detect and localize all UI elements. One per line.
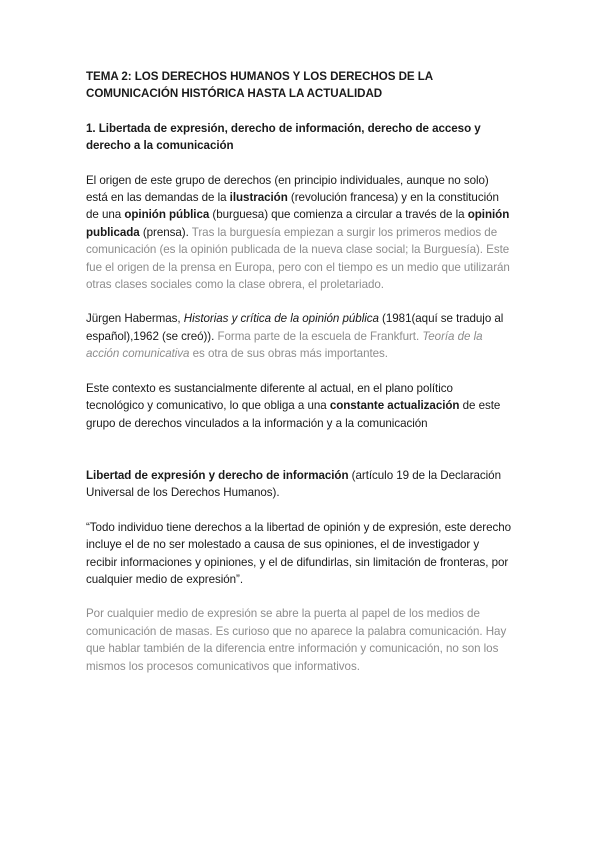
paragraph-habermas <box>86 310 513 362</box>
section-heading: 1. Libertada de expresión, derecho de información, derecho de acceso y derecho a la comunicación <box>86 121 481 153</box>
bold-term: constante actualización <box>329 399 460 413</box>
bold-term: opinión pública <box>124 208 210 222</box>
text-run: Este contexto es sustancialmente diferente al actual, en el plano político tecnológico y comunicativo, lo que obliga a una <box>86 381 453 413</box>
paragraph-origin <box>86 172 513 294</box>
note-paragraph: Por cualquier medio de expresión se abre la puerta al papel de los medios de comunicación de masas. Es curioso que no aparece la palabra comunicación. Hay que hablar también de la diferencia entre información y comunicación, no son los mismos los procesos comunicativos que informativos. <box>86 607 507 673</box>
bold-term: Libertad de expresión y derecho de información <box>86 468 349 482</box>
bold-term: ilustración <box>229 191 288 205</box>
gray-note: es otra de sus obras más importantes. <box>189 347 388 361</box>
bold-term: opinión publicada <box>86 208 510 239</box>
gray-note: Tras la burguesía empiezan a surgir los primeros medios de comunicación (es la opinión publicada de la nueva clase social; la Burguesía). Este fue el origen de la prensa en Europa, pero con el tiempo es un medio que utilizarán otras clases sociales como la clase obrera, el proletariado. <box>86 225 510 292</box>
paragraph-article19 <box>86 467 513 502</box>
gray-note: Forma parte de la escuela de Frankfurt. <box>214 329 423 343</box>
text-run: El origen de este grupo de derechos (en principio individuales, aunque no solo) está en las demandas de la <box>86 173 489 205</box>
text-run: (prensa). <box>139 225 189 239</box>
text-run: Jürgen Habermas, <box>86 312 184 326</box>
quote-paragraph: “Todo individuo tiene derechos a la libertad de opinión y de expresión, este derecho incluye el de no ser molestado a causa de sus opiniones, el de investigador y recibir informaciones y opiniones, y el de difundirlas, sin limitación de fronteras, por cualquier medio de expresión”. <box>86 520 512 586</box>
paragraph-context <box>86 380 513 432</box>
book-title-gray: Teoría de la acción comunicativa <box>86 329 483 361</box>
text-run: (burguesa) que comienza a circular a través de la <box>209 208 468 222</box>
book-title: Historias y crítica de la opinión pública <box>183 312 379 326</box>
document-title: TEMA 2: LOS DERECHOS HUMANOS Y LOS DERECHOS DE LA COMUNICACIÓN HISTÓRICA HASTA LA ACTUALIDAD <box>86 70 433 101</box>
text-run: (revolución francesa) y en la constitución de una <box>86 191 499 222</box>
text-run: de este grupo de derechos vinculados a la información y a la comunicación <box>86 399 501 430</box>
text-run: (artículo 19 de la Declaración Universal de los Derechos Humanos). <box>86 468 501 500</box>
text-run: (1981(aquí se tradujo al español),1962 (se creó)). <box>86 312 504 343</box>
